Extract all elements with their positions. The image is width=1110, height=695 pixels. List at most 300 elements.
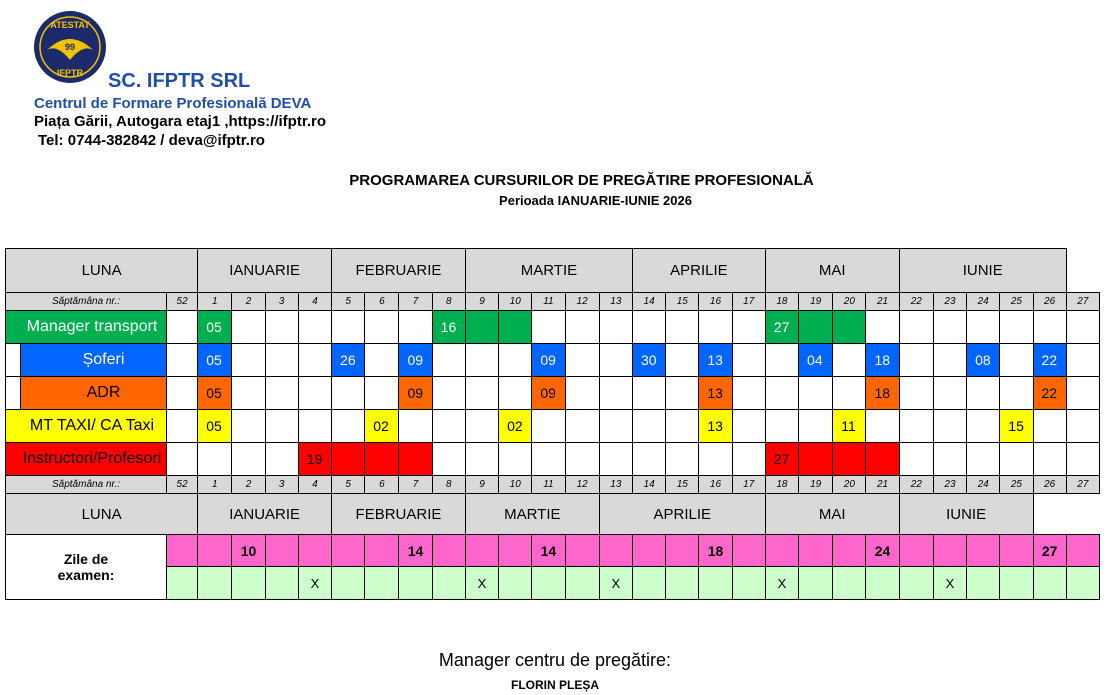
week-number: 1 <box>198 476 232 494</box>
schedule-cell <box>1000 377 1033 410</box>
month-header-row <box>6 249 1100 293</box>
schedule-cell <box>166 311 197 344</box>
exam-days-row <box>6 535 1100 567</box>
week-number: 2 <box>232 476 265 494</box>
course-name: ADR <box>20 377 166 409</box>
exam-day-cell <box>166 535 197 567</box>
exam-mark-cell <box>432 567 465 600</box>
week-number: 18 <box>765 293 798 311</box>
schedule-cell: 27 <box>765 443 798 476</box>
week-number: 15 <box>666 293 699 311</box>
luna-label: LUNA <box>6 494 198 535</box>
schedule-cell <box>666 377 699 410</box>
week-number: 9 <box>465 293 498 311</box>
exam-day-cell: 27 <box>1033 535 1066 567</box>
exam-mark-cell <box>632 567 665 600</box>
schedule-cell <box>967 443 1000 476</box>
month-header-iunie: IUNIE <box>899 249 1066 293</box>
course-name: Instructori/Profesori <box>6 443 166 475</box>
week-number: 10 <box>499 293 532 311</box>
schedule-cell <box>833 377 866 410</box>
exam-day-cell <box>365 535 399 567</box>
schedule-cell <box>1000 344 1033 377</box>
week-number: 23 <box>933 293 966 311</box>
exam-mark-cell: X <box>933 567 966 600</box>
week-number: 7 <box>399 293 432 311</box>
schedule-cell <box>332 443 365 476</box>
exam-mark-cell <box>899 567 933 600</box>
manager-title: Manager centru de pregătire: <box>438 650 672 670</box>
week-number: 25 <box>1000 293 1033 311</box>
schedule-cell: 26 <box>332 344 365 377</box>
schedule-cell <box>833 311 866 344</box>
week-number: 14 <box>632 476 665 494</box>
week-number: 16 <box>699 476 732 494</box>
week-number: 6 <box>365 293 399 311</box>
exam-mark-cell <box>565 567 599 600</box>
schedule-cell: 02 <box>499 410 532 443</box>
exam-mark-cell: X <box>465 567 498 600</box>
month-header-februarie: FEBRUARIE <box>332 249 466 293</box>
course-name: Șoferi <box>20 344 166 376</box>
exam-label-line1: Zile de <box>63 551 109 567</box>
schedule-cell <box>265 311 298 344</box>
week-number: 4 <box>298 476 331 494</box>
exam-day-cell: 14 <box>399 535 432 567</box>
month-header-aprilie: APRILIE <box>632 249 765 293</box>
week-label: Săptămâna nr.: <box>6 476 167 494</box>
schedule-cell: 16 <box>432 311 465 344</box>
schedule-cell <box>599 410 632 443</box>
exam-day-cell <box>332 535 365 567</box>
exam-mark-cell <box>1000 567 1033 600</box>
week-number: 52 <box>166 476 197 494</box>
schedule-cell <box>765 377 798 410</box>
month-header-februarie: FEBRUARIE <box>332 494 466 535</box>
schedule-cell: 05 <box>198 410 232 443</box>
schedule-cell <box>232 344 265 377</box>
contact: Tel: 0744-382842 / deva@ifptr.ro <box>38 132 265 149</box>
schedule-cell <box>332 377 365 410</box>
course-name: MT TAXI/ CA Taxi <box>6 410 166 442</box>
exam-mark-cell <box>732 567 765 600</box>
course-row <box>6 344 1100 377</box>
schedule-cell <box>365 377 399 410</box>
week-number: 14 <box>632 293 665 311</box>
schedule-cell <box>1033 311 1066 344</box>
schedule-cell <box>632 311 665 344</box>
schedule-cell <box>1066 410 1099 443</box>
week-number: 1 <box>198 293 232 311</box>
course-label <box>6 344 167 377</box>
exam-mark-cell <box>967 567 1000 600</box>
course-row <box>6 311 1100 344</box>
schedule-cell <box>465 311 498 344</box>
week-number: 16 <box>699 293 732 311</box>
week-number-row-bottom <box>6 476 1100 494</box>
schedule-cell <box>232 311 265 344</box>
schedule-cell <box>166 377 197 410</box>
schedule-cell <box>967 410 1000 443</box>
schedule-cell <box>399 311 432 344</box>
exam-mark-cell: X <box>298 567 331 600</box>
exam-mark-cell <box>1066 567 1099 600</box>
schedule-cell <box>899 377 933 410</box>
schedule-cell <box>599 377 632 410</box>
exam-mark-cell <box>166 567 197 600</box>
schedule-cell: 30 <box>632 344 665 377</box>
schedule-cell: 09 <box>532 344 565 377</box>
exam-day-cell <box>933 535 966 567</box>
exam-mark-cell <box>265 567 298 600</box>
week-label: Săptămâna nr.: <box>6 293 167 311</box>
schedule-cell <box>866 311 899 344</box>
month-header-iunie: IUNIE <box>899 494 1033 535</box>
exam-day-cell <box>666 535 699 567</box>
page-title: PROGRAMAREA CURSURILOR DE PREGĂTIRE PROFESIONALĂ <box>349 172 814 189</box>
exam-day-cell: 14 <box>532 535 565 567</box>
schedule-cell <box>1066 311 1099 344</box>
week-number: 27 <box>1066 293 1099 311</box>
month-header-ianuarie: IANUARIE <box>198 494 332 535</box>
schedule-cell: 11 <box>833 410 866 443</box>
schedule-cell <box>765 410 798 443</box>
company-name: SC. IFPTR SRL <box>108 70 251 92</box>
month-header-martie: MARTIE <box>465 494 599 535</box>
logo-text-bottom: IFPTR <box>57 68 83 78</box>
exam-mark-cell <box>1033 567 1066 600</box>
schedule-cell <box>166 443 197 476</box>
schedule-cell <box>933 443 966 476</box>
schedule-cell: 18 <box>866 377 899 410</box>
week-number: 24 <box>967 293 1000 311</box>
exam-day-cell <box>265 535 298 567</box>
exam-day-cell <box>1000 535 1033 567</box>
week-number: 21 <box>866 476 899 494</box>
schedule-cell <box>565 443 599 476</box>
exam-mark-cell <box>532 567 565 600</box>
schedule-cell <box>298 311 331 344</box>
schedule-cell <box>732 443 765 476</box>
schedule-cell: 13 <box>699 377 732 410</box>
schedule-cell <box>899 443 933 476</box>
schedule-cell: 27 <box>765 311 798 344</box>
schedule-cell <box>833 344 866 377</box>
course-label <box>6 311 167 344</box>
week-number: 26 <box>1033 293 1066 311</box>
month-header-row-bottom <box>6 494 1100 535</box>
schedule-cell <box>666 311 699 344</box>
week-number: 12 <box>565 293 599 311</box>
exam-mark-cell <box>799 567 833 600</box>
schedule-cell <box>866 410 899 443</box>
logo-text-top: ATESTAT <box>50 20 90 30</box>
week-number: 11 <box>532 293 565 311</box>
exam-day-cell: 10 <box>232 535 265 567</box>
schedule-cell: 05 <box>198 311 232 344</box>
schedule-cell <box>765 344 798 377</box>
exam-mark-cell <box>365 567 399 600</box>
course-row <box>6 377 1100 410</box>
exam-day-cell <box>565 535 599 567</box>
week-number: 12 <box>565 476 599 494</box>
schedule-cell <box>666 443 699 476</box>
schedule-cell: 13 <box>699 410 732 443</box>
schedule-cell <box>666 344 699 377</box>
schedule-cell <box>465 443 498 476</box>
schedule-cell <box>833 443 866 476</box>
schedule-cell <box>265 443 298 476</box>
schedule-cell <box>298 410 331 443</box>
schedule-cell <box>1033 410 1066 443</box>
week-number: 22 <box>899 293 933 311</box>
exam-mark-cell <box>833 567 866 600</box>
luna-label: LUNA <box>6 249 198 293</box>
exam-mark-cell <box>332 567 365 600</box>
schedule-cell: 19 <box>298 443 331 476</box>
exam-mark-cell <box>499 567 532 600</box>
schedule-cell <box>599 311 632 344</box>
schedule-cell <box>799 377 833 410</box>
schedule-cell <box>565 344 599 377</box>
course-label <box>6 410 167 443</box>
schedule-cell <box>232 377 265 410</box>
week-number: 17 <box>732 293 765 311</box>
schedule-cell: 04 <box>799 344 833 377</box>
exam-day-cell <box>499 535 532 567</box>
exam-day-cell <box>599 535 632 567</box>
week-number: 22 <box>899 476 933 494</box>
schedule-cell <box>465 410 498 443</box>
address: Piața Gării, Autogara etaj1 ,https://ifptr.ro <box>34 113 326 130</box>
exam-day-cell <box>198 535 232 567</box>
page-subtitle: Perioada IANUARIE-IUNIE 2026 <box>499 193 692 208</box>
week-number: 4 <box>298 293 331 311</box>
schedule-cell <box>1066 377 1099 410</box>
schedule-cell <box>232 443 265 476</box>
exam-day-cell <box>1066 535 1099 567</box>
week-number: 52 <box>166 293 197 311</box>
course-label <box>6 443 167 476</box>
schedule-cell: 08 <box>967 344 1000 377</box>
schedule-cell <box>499 344 532 377</box>
exam-day-cell <box>432 535 465 567</box>
schedule-cell <box>632 443 665 476</box>
schedule-cell: 15 <box>1000 410 1033 443</box>
schedule-cell <box>365 311 399 344</box>
schedule-cell <box>933 311 966 344</box>
exam-day-cell <box>632 535 665 567</box>
logo-number: 99 <box>64 42 76 52</box>
schedule-cell <box>399 410 432 443</box>
schedule-cell: 22 <box>1033 377 1066 410</box>
week-number: 19 <box>799 293 833 311</box>
schedule-cell <box>166 344 197 377</box>
schedule-cell <box>298 377 331 410</box>
week-number: 23 <box>933 476 966 494</box>
schedule-cell <box>632 377 665 410</box>
schedule-cell <box>399 443 432 476</box>
schedule-cell <box>967 377 1000 410</box>
week-number: 26 <box>1033 476 1066 494</box>
schedule-cell <box>632 410 665 443</box>
exam-mark-cell <box>232 567 265 600</box>
month-header-martie: MARTIE <box>465 249 632 293</box>
schedule-cell <box>465 344 498 377</box>
schedule-cell <box>265 410 298 443</box>
week-number: 3 <box>265 476 298 494</box>
week-number: 27 <box>1066 476 1099 494</box>
exam-label <box>6 535 167 600</box>
schedule-table <box>5 248 1100 600</box>
schedule-cell <box>1033 443 1066 476</box>
week-number: 24 <box>967 476 1000 494</box>
schedule-cell <box>967 311 1000 344</box>
week-number-row <box>6 293 1100 311</box>
schedule-cell <box>232 410 265 443</box>
center-name: Centrul de Formare Profesională DEVA <box>34 95 312 112</box>
schedule-cell <box>799 443 833 476</box>
schedule-cell <box>599 344 632 377</box>
schedule-cell <box>365 344 399 377</box>
schedule-cell <box>799 311 833 344</box>
exam-day-cell <box>465 535 498 567</box>
schedule-cell <box>899 344 933 377</box>
week-number: 9 <box>465 476 498 494</box>
schedule-cell <box>365 443 399 476</box>
exam-day-cell <box>732 535 765 567</box>
schedule-cell <box>899 410 933 443</box>
month-header-mai: MAI <box>765 249 899 293</box>
schedule-cell <box>565 410 599 443</box>
week-number: 13 <box>599 293 632 311</box>
schedule-cell: 02 <box>365 410 399 443</box>
week-number: 20 <box>833 293 866 311</box>
exam-mark-cell <box>699 567 732 600</box>
schedule-cell <box>899 311 933 344</box>
week-number: 11 <box>532 476 565 494</box>
schedule-cell <box>565 377 599 410</box>
schedule-cell <box>432 410 465 443</box>
schedule-cell <box>532 410 565 443</box>
week-number: 13 <box>599 476 632 494</box>
schedule-cell: 22 <box>1033 344 1066 377</box>
exam-day-cell <box>833 535 866 567</box>
schedule-cell: 09 <box>399 377 432 410</box>
schedule-cell <box>1066 344 1099 377</box>
ifptr-logo <box>33 10 107 84</box>
exam-mark-cell <box>198 567 232 600</box>
exam-day-cell <box>765 535 798 567</box>
week-number: 18 <box>765 476 798 494</box>
schedule-cell <box>699 311 732 344</box>
schedule-cell: 09 <box>399 344 432 377</box>
schedule-cell <box>166 410 197 443</box>
schedule-cell <box>332 410 365 443</box>
exam-day-cell: 18 <box>699 535 732 567</box>
manager-name: FLORIN PLEȘA <box>510 678 599 692</box>
course-name: Manager transport <box>6 311 166 343</box>
schedule-cell <box>933 377 966 410</box>
schedule-cell <box>499 377 532 410</box>
month-header-aprilie: APRILIE <box>599 494 765 535</box>
exam-marks-row <box>6 567 1100 600</box>
exam-label-line2: examen: <box>57 567 115 583</box>
exam-mark-cell <box>399 567 432 600</box>
exam-day-cell <box>298 535 331 567</box>
course-label <box>6 377 167 410</box>
week-number: 5 <box>332 293 365 311</box>
course-row <box>6 410 1100 443</box>
schedule-cell <box>933 344 966 377</box>
exam-mark-cell <box>866 567 899 600</box>
exam-day-cell <box>899 535 933 567</box>
exam-mark-cell: X <box>599 567 632 600</box>
schedule-cell <box>732 410 765 443</box>
schedule-cell <box>432 377 465 410</box>
exam-day-cell <box>967 535 1000 567</box>
schedule-cell <box>666 410 699 443</box>
schedule-cell <box>465 377 498 410</box>
week-number: 7 <box>399 476 432 494</box>
exam-mark-cell <box>666 567 699 600</box>
schedule-cell <box>732 344 765 377</box>
week-number: 20 <box>833 476 866 494</box>
month-header-ianuarie: IANUARIE <box>198 249 332 293</box>
week-number: 25 <box>1000 476 1033 494</box>
schedule-cell <box>332 311 365 344</box>
schedule-cell <box>866 443 899 476</box>
exam-day-cell: 24 <box>866 535 899 567</box>
week-number: 8 <box>432 476 465 494</box>
week-number: 17 <box>732 476 765 494</box>
schedule-cell <box>1000 443 1033 476</box>
exam-mark-cell: X <box>765 567 798 600</box>
week-number: 19 <box>799 476 833 494</box>
schedule-cell <box>499 311 532 344</box>
schedule-cell <box>532 311 565 344</box>
week-number: 2 <box>232 293 265 311</box>
schedule-cell <box>298 344 331 377</box>
schedule-cell <box>732 377 765 410</box>
schedule-cell <box>198 443 232 476</box>
schedule-cell: 18 <box>866 344 899 377</box>
schedule-cell: 05 <box>198 377 232 410</box>
schedule-cell <box>732 311 765 344</box>
schedule-cell <box>699 443 732 476</box>
exam-day-cell <box>799 535 833 567</box>
schedule-cell <box>432 344 465 377</box>
schedule-cell <box>565 311 599 344</box>
course-row <box>6 443 1100 476</box>
schedule-cell: 09 <box>532 377 565 410</box>
schedule-cell <box>1066 443 1099 476</box>
schedule-cell <box>265 344 298 377</box>
schedule-cell <box>532 443 565 476</box>
week-number: 5 <box>332 476 365 494</box>
week-number: 8 <box>432 293 465 311</box>
schedule-cell <box>265 377 298 410</box>
schedule-cell <box>599 443 632 476</box>
week-number: 15 <box>666 476 699 494</box>
month-header-mai: MAI <box>765 494 899 535</box>
schedule-cell <box>799 410 833 443</box>
week-number: 6 <box>365 476 399 494</box>
week-number: 21 <box>866 293 899 311</box>
schedule-cell: 13 <box>699 344 732 377</box>
schedule-cell <box>1000 311 1033 344</box>
week-number: 10 <box>499 476 532 494</box>
